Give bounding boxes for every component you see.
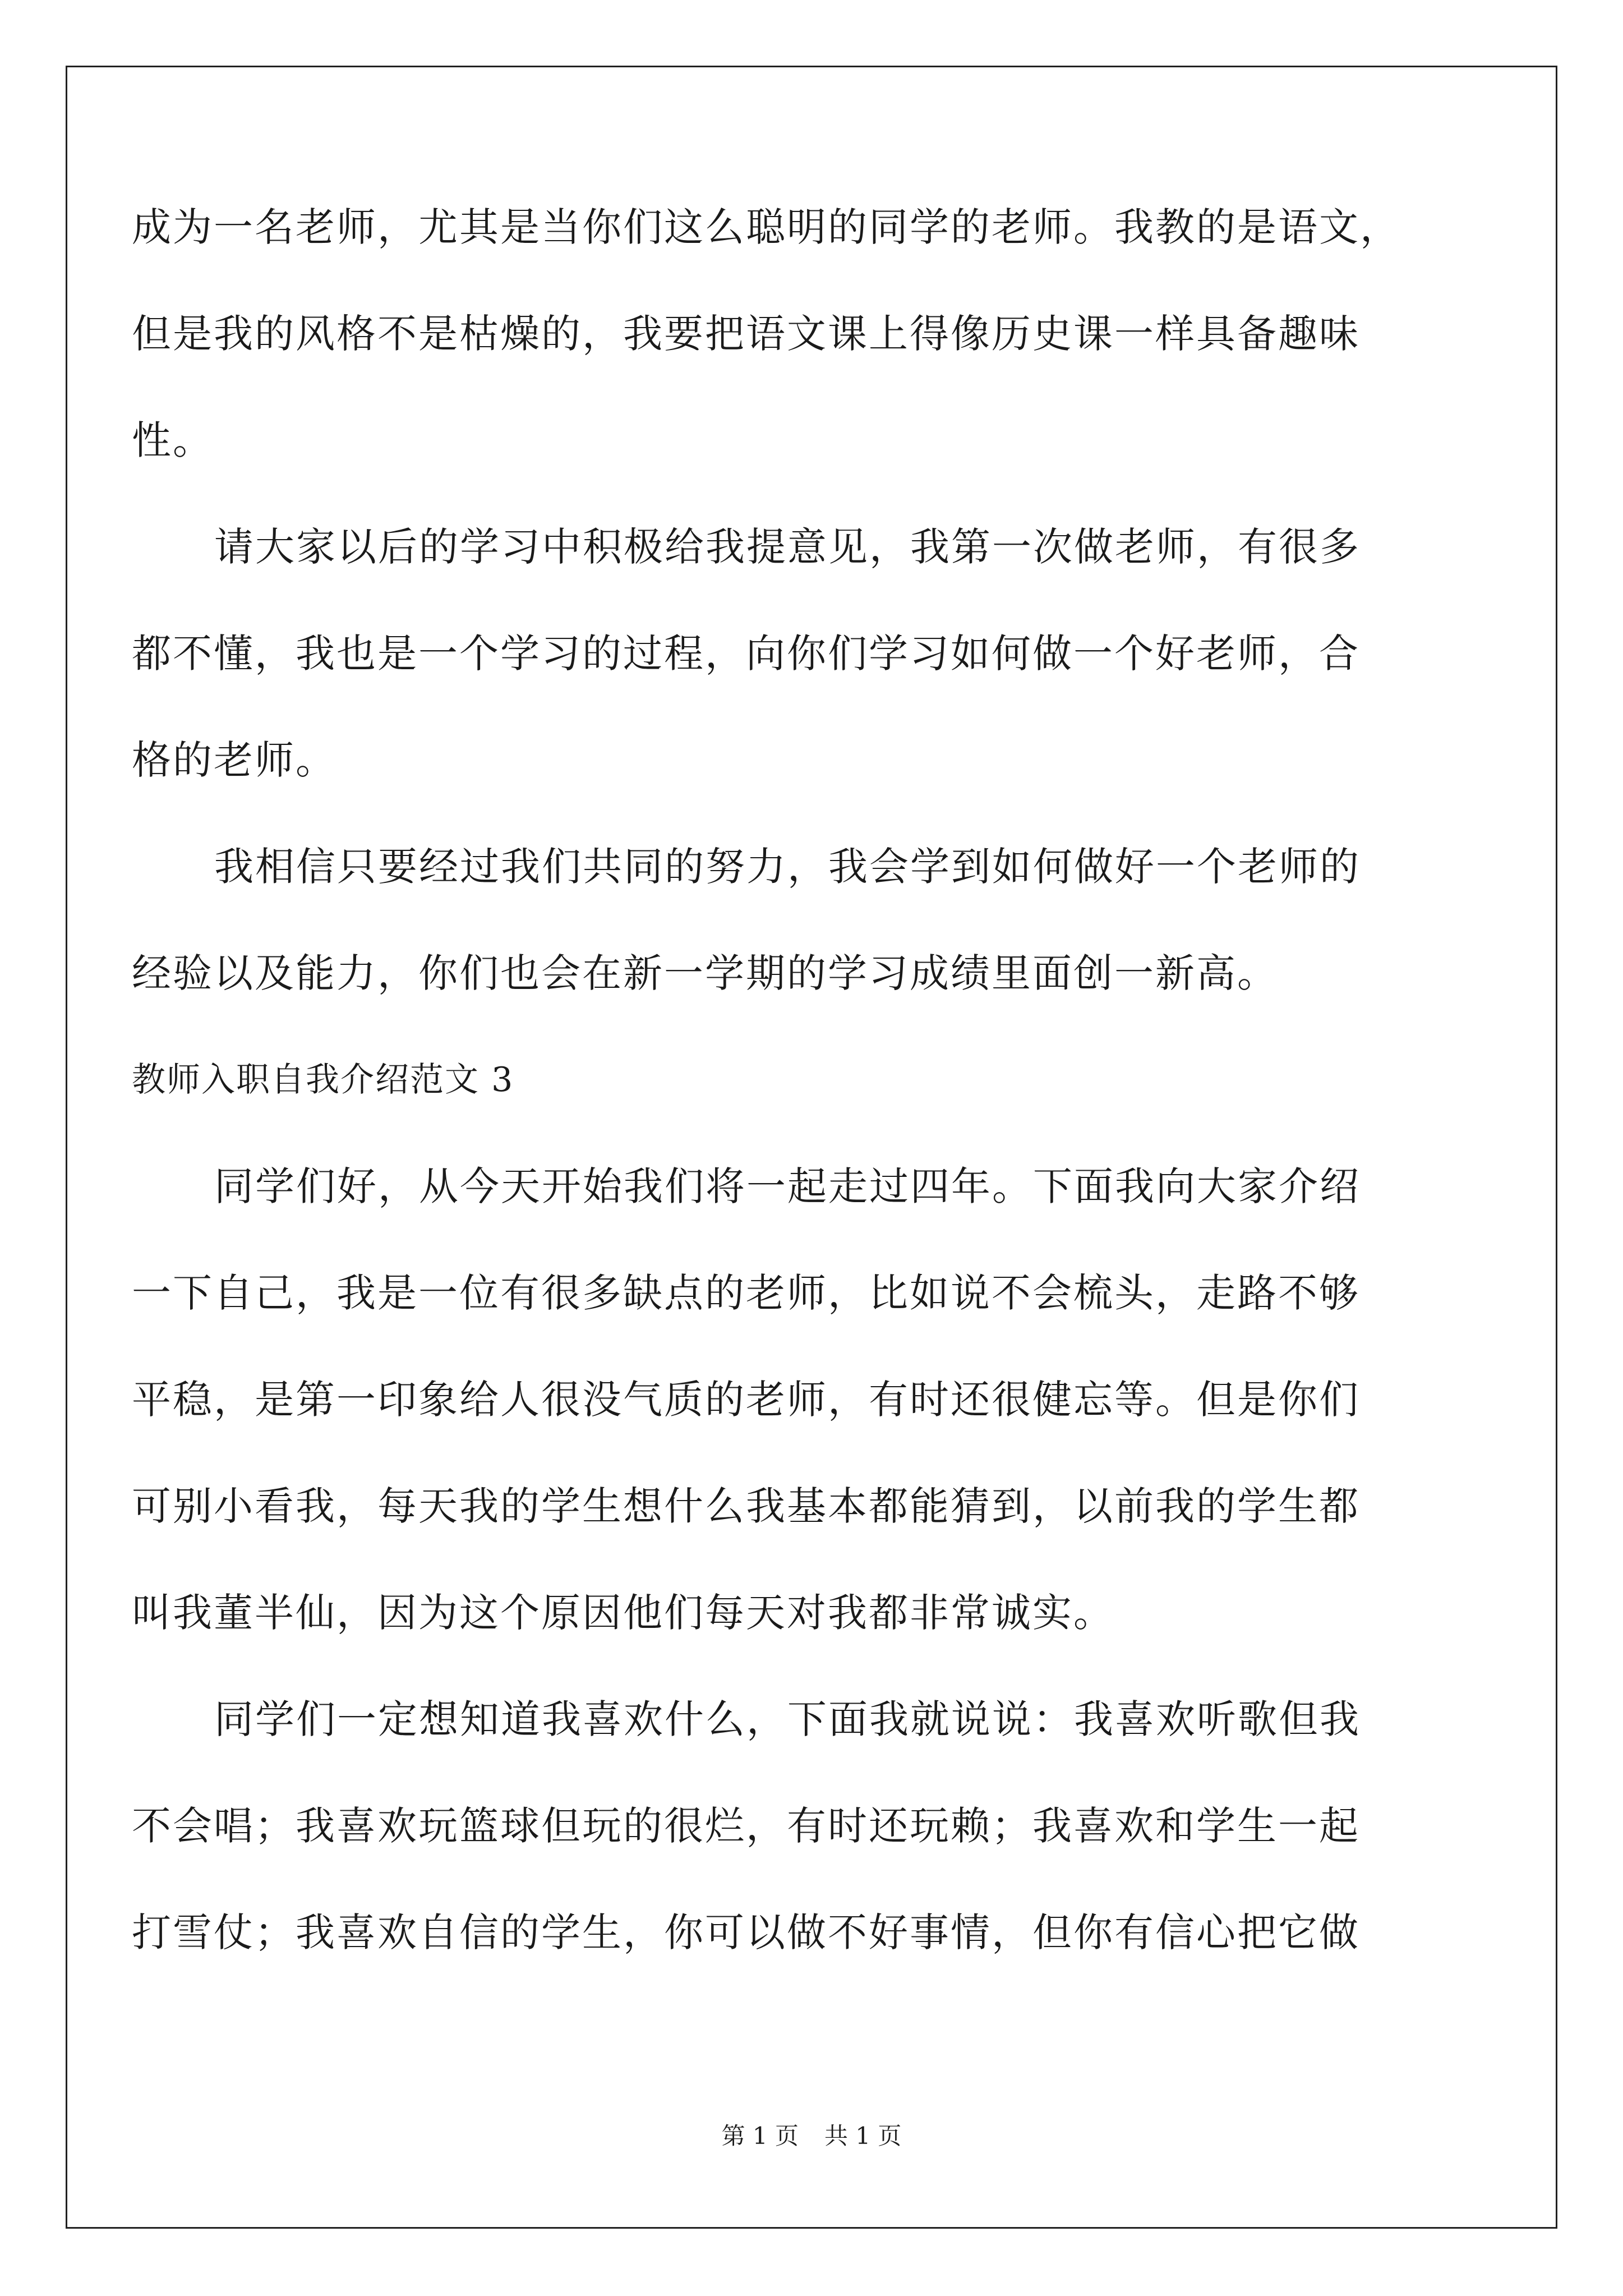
paragraph-first-line: 同学们一定想知道我喜欢什么，下面我就说说：我喜欢听歌但我: [214, 1696, 1361, 1742]
page-footer: [0, 2119, 1623, 2153]
paragraph-first-line: 请大家以后的学习中积极给我提意见，我第一次做老师，有很多: [214, 524, 1361, 570]
text-line: 一下自己，我是一位有很多缺点的老师，比如说不会梳头，走路不够: [132, 1270, 1360, 1316]
text-line: 不会唱；我喜欢玩篮球但玩的很烂，有时还玩赖；我喜欢和学生一起: [132, 1803, 1360, 1849]
text-line: 打雪仗；我喜欢自信的学生，你可以做不好事情，但你有信心把它做: [132, 1910, 1360, 1955]
paragraph-first-line: 我相信只要经过我们共同的努力，我会学到如何做好一个老师的: [214, 844, 1361, 890]
text-line: 格的老师。: [132, 737, 336, 783]
text-line: 都不懂，我也是一个学习的过程，向你们学习如何做一个好老师，合: [132, 631, 1360, 677]
paragraph-first-line: 同学们好，从今天开始我们将一起走过四年。下面我向大家介绍: [214, 1163, 1361, 1209]
text-line: 成为一名老师，尤其是当你们这么聪明的同学的老师。我教的是语文，: [132, 204, 1401, 250]
text-line: 叫我董半仙，因为这个原因他们每天对我都非常诚实。: [132, 1590, 1114, 1636]
document-body: [132, 174, 1433, 1986]
text-line: 可别小看我，每天我的学生想什么我基本都能猜到，以前我的学生都: [132, 1483, 1360, 1529]
section-heading: 教师入职自我介绍范文 3: [132, 1060, 514, 1099]
text-line: 平稳，是第一印象给人很没气质的老师，有时还很健忘等。但是你们: [132, 1377, 1360, 1423]
text-line: 但是我的风格不是枯燥的，我要把语文课上得像历史课一样具备趣味: [132, 311, 1360, 357]
page-number: 第 1 页: [721, 2122, 799, 2150]
text-line: 性。: [132, 417, 214, 463]
page-total: 共 1 页: [824, 2122, 902, 2150]
text-line: 经验以及能力，你们也会在新一学期的学习成绩里面创一新高。: [132, 950, 1278, 996]
